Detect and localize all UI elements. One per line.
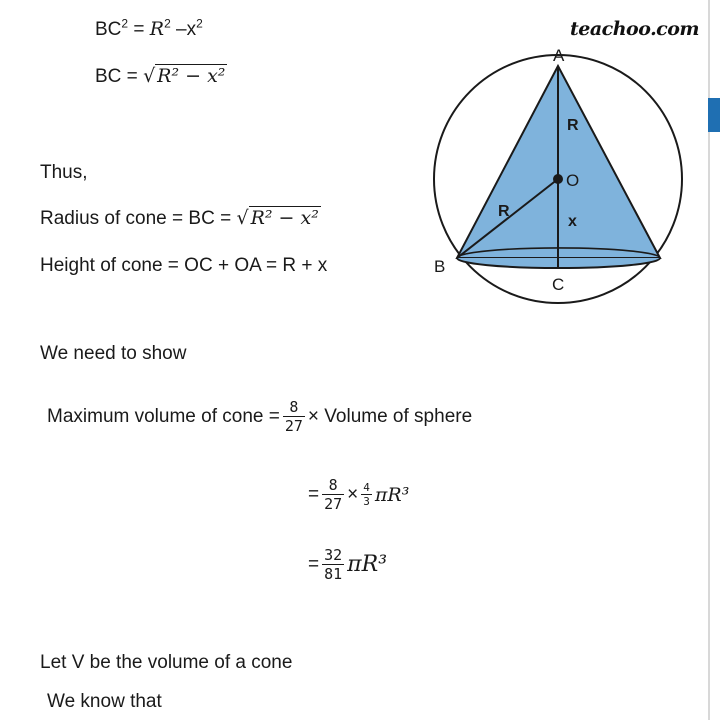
pi-r-cubed: πR³ <box>374 483 410 506</box>
label-o: O <box>566 171 580 190</box>
label-r-top: R <box>567 117 579 134</box>
label-x: x <box>568 213 577 230</box>
bc-squared-line <box>95 17 203 42</box>
exponent: 2 <box>121 16 129 31</box>
sqrt-expression <box>236 206 320 231</box>
result-line <box>308 546 387 583</box>
equals: = <box>308 553 320 575</box>
denominator: 27 <box>284 417 303 435</box>
equals: = <box>128 19 150 40</box>
fraction-32-81 <box>322 546 344 583</box>
need-to-show-text: We need to show <box>40 343 187 364</box>
var-R: R <box>149 18 165 40</box>
max-volume-line <box>47 398 472 435</box>
label-b: B <box>434 257 446 276</box>
pi-r-cubed: πR³ <box>347 551 388 577</box>
height-line: Height of cone = OC + OA = R + x <box>40 255 328 276</box>
numerator: 4 <box>363 481 370 494</box>
label-r-left: R <box>498 203 510 220</box>
thus-text: Thus, <box>40 162 88 183</box>
center-point <box>553 174 563 184</box>
radius-line <box>40 206 321 231</box>
fraction-8-27 <box>322 476 344 513</box>
fraction-8-27 <box>283 398 305 435</box>
let-v-text: Let V be the volume of a cone <box>40 652 293 673</box>
radicand: R² − x² <box>157 65 226 87</box>
radius-label: Radius of cone = BC = <box>40 208 237 229</box>
numerator: 32 <box>324 546 343 564</box>
minus-x: –x <box>170 19 197 40</box>
label-c: C <box>552 275 565 294</box>
label-a: A <box>553 46 565 65</box>
bc-label: BC <box>95 19 122 40</box>
denominator: 81 <box>324 565 343 583</box>
exponent: 2 <box>196 16 203 31</box>
equals: = <box>308 483 320 505</box>
times-volume-sphere: × Volume of sphere <box>307 405 473 427</box>
sqrt-expression <box>143 64 227 89</box>
sphere-cone-diagram <box>420 46 710 306</box>
radicand: R² − x² <box>250 207 319 229</box>
times: × <box>347 483 359 505</box>
exponent: 2 <box>164 16 171 31</box>
numerator: 8 <box>328 476 338 494</box>
denominator: 27 <box>324 495 343 513</box>
radical-sign-icon: √ <box>143 65 156 87</box>
radical-sign-icon: √ <box>236 207 249 229</box>
expansion-line <box>308 476 409 513</box>
teachoo-watermark: teachoo.com <box>570 18 700 40</box>
we-know-text: We know that <box>47 691 162 712</box>
denominator: 3 <box>363 495 370 508</box>
bc-eq-label: BC = <box>95 66 144 87</box>
max-volume-label: Maximum volume of cone = <box>47 405 280 427</box>
fraction-4-3 <box>361 481 372 508</box>
bc-sqrt-line <box>95 64 227 89</box>
numerator: 8 <box>289 398 299 416</box>
